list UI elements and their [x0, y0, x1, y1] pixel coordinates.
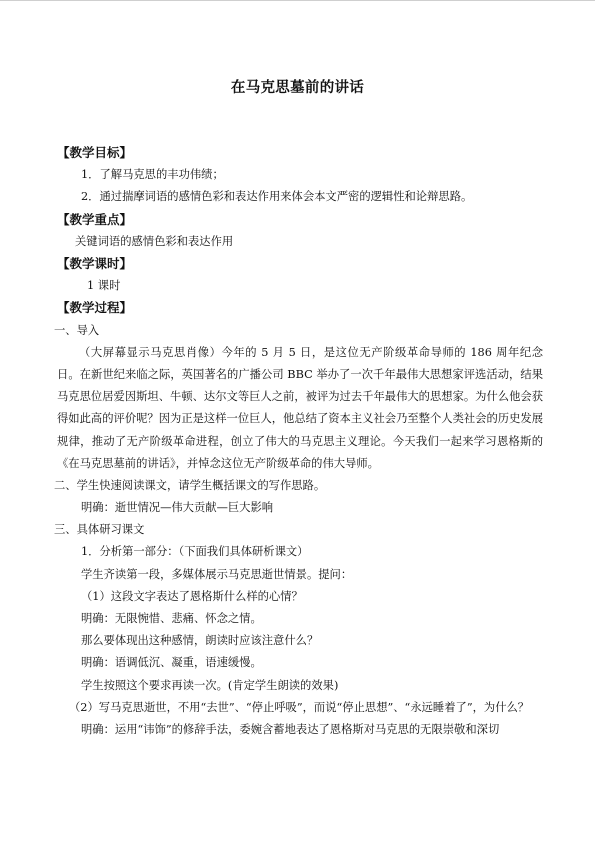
teaching-goals-heading: 【教学目标】 — [57, 145, 133, 160]
page-top-border — [0, 0, 595, 1]
goal-item-2: 2．通过揣摩词语的感情色彩和表达作用来体会本文严密的逻辑性和论辩思路。 — [81, 190, 473, 204]
part-1-title: 一、导入 — [54, 323, 100, 337]
teaching-hours-text: 1 课时 — [87, 279, 121, 293]
document-title: 在马克思墓前的讲话 — [230, 80, 365, 96]
part-3-line-1: 学生齐读第一段，多媒体展示马克思逝世情景。提问： — [81, 567, 353, 581]
part-3-title: 三、具体研习课文 — [54, 523, 145, 537]
goal-item-1: 1．了解马克思的丰功伟绩； — [81, 168, 224, 182]
answer-1: 明确：无限惋惜、悲痛、怀念之情。 — [81, 612, 262, 626]
part-2-answer: 明确：逝世情况—伟大贡献—巨大影响 — [81, 501, 274, 515]
note-1: 学生按照这个要求再读一次。(肯定学生朗读的效果) — [81, 678, 339, 692]
question-1b: 那么要体现出这种感情，朗读时应该注意什么？ — [81, 634, 319, 648]
question-1: （1）这段文字表达了恩格斯什么样的心情？ — [81, 589, 303, 603]
teaching-process-heading: 【教学过程】 — [57, 300, 133, 316]
question-2: （2）写马克思逝世，不用“去世”、“停止呼吸”，而说“停止思想”、“永远睡着了”，为什么？ — [69, 700, 530, 714]
teaching-hours-heading: 【教学课时】 — [57, 255, 133, 271]
part-2-title: 二、学生快速阅读课文，请学生概括课文的写作思路。 — [54, 478, 326, 492]
teaching-key-text: 关键词语的感情色彩和表达作用 — [75, 234, 234, 248]
intro-paragraph: （大屏幕显示马克思肖像）今年的 5 月 5 日，是这位无产阶级革命导师的 186 周年纪念日。在新世纪来临之际，英国著名的广播公司 BBC 举办了一次千年最伟大思想家评选活动，结果马克思位居爱因斯坦、牛顿、达尔文等巨人之前，被评为过去千年最伟大的思想家。为什么他会获得如此高的评价呢？因为正是这样一位巨人，他总结了资本主义社会乃至整个人类社会的历史发展规律，推动了无产阶级革命进程，创立了伟大的马克思主义理论。今天我们一起来学习恩格斯的《在马克思墓前的讲话》，并悼念这位无产阶级革命的伟大导师。 — [57, 345, 543, 470]
teaching-key-heading: 【教学重点】 — [57, 211, 133, 227]
answer-1b: 明确：语调低沉、凝重，语速缓慢。 — [81, 656, 262, 670]
document-body — [54, 142, 543, 741]
part-3-subsection-1: 1．分析第一部分：（下面我们具体研析课文） — [81, 545, 309, 559]
answer-2: 明确：运用“讳饰”的修辞手法，委婉含蓄地表达了恩格斯对马克思的无限崇敬和深切 — [81, 722, 500, 736]
